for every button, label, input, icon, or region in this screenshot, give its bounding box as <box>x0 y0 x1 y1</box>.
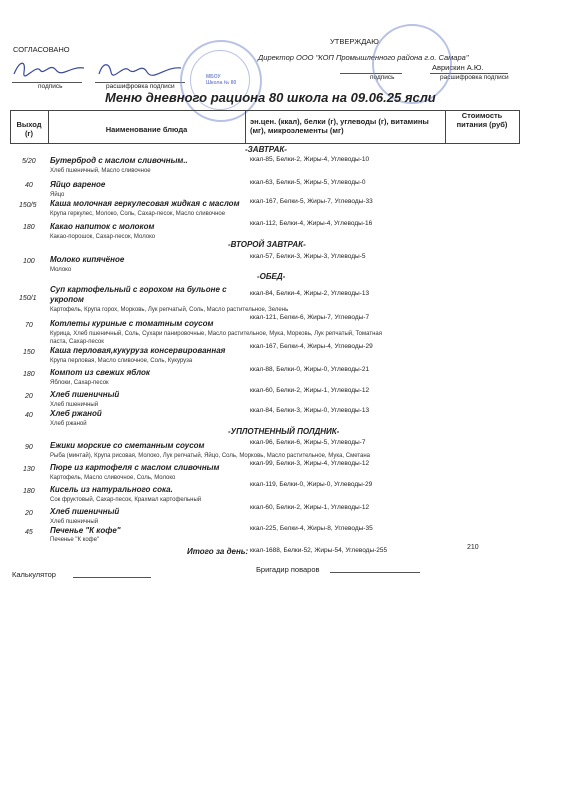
row-ingredients: Крупа геркулес, Молоко, Соль, Сахар-песок, Масло сливочное <box>50 211 226 217</box>
row-yield: 70 <box>25 322 33 329</box>
page-title: Меню дневного рациона 80 школа на 09.06.25 ясли <box>105 90 436 105</box>
row-yield: 180 <box>23 371 35 378</box>
row-dish-name: Ежики морские со сметанным соусом <box>50 441 205 450</box>
row-nutrition: ккал-119, Белки-0, Жиры-0, Углеводы-29 <box>250 481 373 488</box>
row-nutrition: ккал-167, Белки-4, Жиры-4, Углеводы-29 <box>250 343 373 350</box>
section-title: -УПЛОТНЕННЫЙ ПОЛДНИК- <box>228 427 340 436</box>
chef-label: Бригадир поваров <box>256 565 320 574</box>
col-header-nutrition: эн.цен. (ккал), белки (г), углеводы (г), витамины (мг), микроэлементы (мг) <box>250 117 429 135</box>
sig-caption-left-1: подпись <box>38 83 63 90</box>
row-dish-name: Печенье "К кофе" <box>50 526 121 535</box>
row-yield: 40 <box>25 182 33 189</box>
calculator-label: Калькулятор <box>12 570 56 579</box>
row-nutrition: ккал-167, Белки-5, Жиры-7, Углеводы-33 <box>250 198 373 205</box>
director-name: Аврискин А.Ю. <box>432 63 484 72</box>
row-nutrition: ккал-88, Белки-0, Жиры-0, Углеводы-21 <box>250 366 370 373</box>
row-yield: 150/5 <box>19 202 37 209</box>
row-dish-name: Пюре из картофеля с маслом сливочным <box>50 463 220 472</box>
table-header-bottom-border <box>10 143 520 144</box>
row-yield: 100 <box>23 258 35 265</box>
row-dish-name: Хлеб ржаной <box>50 409 102 418</box>
row-nutrition: ккал-60, Белки-2, Жиры-1, Углеводы-12 <box>250 504 370 511</box>
row-dish-name: Молоко кипячёное <box>50 255 125 264</box>
row-dish-name: Хлеб пшеничный <box>50 507 120 516</box>
row-ingredients: Хлеб пшеничный <box>50 519 99 525</box>
row-yield: 180 <box>23 224 35 231</box>
row-ingredients: Крупа перловая, Масло сливочное, Соль, Кукуруза <box>50 358 193 364</box>
row-yield: 90 <box>25 444 33 451</box>
row-yield: 180 <box>23 488 35 495</box>
row-yield: 45 <box>25 529 33 536</box>
row-dish-name: Бутерброд с маслом сливочным.. <box>50 156 188 165</box>
signature-left-2 <box>95 58 185 82</box>
row-dish-name: Суп картофельный с горохом на бульоне с укропом <box>50 285 227 304</box>
col-header-name: Наименование блюда <box>105 125 188 134</box>
row-dish-name: Каша молочная геркулесовая жидкая с маслом <box>50 199 240 208</box>
row-ingredients: Сок фруктовый, Сахар-песок, Крахмал картофельный <box>50 497 202 503</box>
row-ingredients: Картофель, Масло сливочное, Соль, Молоко <box>50 475 176 481</box>
row-nutrition: ккал-121, Белки-6, Жиры-7, Углеводы-7 <box>250 314 370 321</box>
row-ingredients: Хлеб пшеничный <box>50 402 99 408</box>
row-yield: 150 <box>23 349 35 356</box>
row-yield: 40 <box>25 412 33 419</box>
row-nutrition: ккал-84, Белки-3, Жиры-0, Углеводы-13 <box>250 407 370 414</box>
row-ingredients: Молоко <box>50 267 72 273</box>
row-dish-name: Какао напиток с молоком <box>50 222 155 231</box>
row-nutrition: ккал-99, Белки-3, Жиры-4, Углеводы-12 <box>250 460 370 467</box>
col-header-cost: Стоимость питания (руб) <box>456 111 508 129</box>
row-dish-name: Хлеб пшеничный <box>50 390 120 399</box>
row-dish-name: Кисель из натурального сока. <box>50 485 173 494</box>
table-top-border <box>10 110 520 111</box>
signature-left <box>10 56 90 82</box>
sig-caption-left-2: расшифровка подписи <box>106 83 175 90</box>
row-yield: 5/20 <box>22 158 36 165</box>
col-sep-3 <box>445 110 446 144</box>
row-nutrition: ккал-112, Белки-4, Жиры-4, Углеводы-16 <box>250 220 373 227</box>
table-right-border <box>519 110 520 144</box>
row-ingredients: Хлеб пшеничный, Масло сливочное <box>50 168 151 174</box>
section-title: -ОБЕД- <box>257 272 286 281</box>
row-nutrition: ккал-225, Белки-4, Жиры-8, Углеводы-35 <box>250 525 373 532</box>
row-ingredients: Какао-порошок, Сахар-песок, Молоко <box>50 234 156 240</box>
row-ingredients: Рыба (минтай), Крупа рисовая, Молоко, Лук репчатый, Яйцо, Соль, Морковь, Масло растительное, Мука, Сметана <box>50 453 371 459</box>
row-ingredients: Печенье "К кофе" <box>50 537 100 543</box>
agreed-label: СОГЛАСОВАНО <box>13 45 70 54</box>
calculator-sig-line <box>73 577 151 578</box>
row-ingredients: Яйцо <box>50 192 65 198</box>
totals-cost: 210 <box>467 544 479 551</box>
totals-label: Итого за день: <box>187 547 249 556</box>
row-yield: 20 <box>25 393 33 400</box>
row-ingredients: Картофель, Крупа горох, Морковь, Лук репчатый, Соль, Масло растительное, Зелень <box>50 307 289 313</box>
row-nutrition: ккал-60, Белки-2, Жиры-1, Углеводы-12 <box>250 387 370 394</box>
row-nutrition: ккал-63, Белки-5, Жиры-5, Углеводы-0 <box>250 179 366 186</box>
totals-nutrition: ккал-1688, Белки-52, Жиры-54, Углеводы-255 <box>250 547 388 554</box>
approved-label: УТВЕРЖДАЮ <box>330 37 379 46</box>
col-header-yield: Выход (г) <box>16 120 42 138</box>
row-nutrition: ккал-84, Белки-4, Жиры-2, Углеводы-13 <box>250 290 370 297</box>
row-yield: 150/1 <box>19 295 37 302</box>
row-nutrition: ккал-85, Белки-2, Жиры-4, Углеводы-10 <box>250 156 370 163</box>
stamp-center-text: МБОУ Школа № 80 <box>206 74 237 86</box>
director-title: Директор ООО "КОП Промышленного района г.о. Самара" <box>258 53 469 62</box>
col-sep-2 <box>245 110 246 144</box>
row-dish-name: Котлеты куриные с томатным соусом <box>50 319 214 328</box>
section-title: -ВТОРОЙ ЗАВТРАК- <box>228 240 306 249</box>
chef-sig-line <box>330 572 420 573</box>
row-dish-name: Каша перловая,кукуруза консервированная <box>50 346 226 355</box>
row-dish-name: Яйцо вареное <box>50 180 106 189</box>
row-yield: 130 <box>23 466 35 473</box>
row-dish-name: Компот из свежих яблок <box>50 368 150 377</box>
row-ingredients: Курица, Хлеб пшеничный, Соль, Сухари панировочные, Масло растительное, Мука, Морковь, Лук репчатый, Томатная паста, Сахар-песок <box>50 331 382 345</box>
sig-caption-right-1: подпись <box>370 74 395 81</box>
sig-caption-right-2: расшифровка подписи <box>440 74 509 81</box>
row-nutrition: ккал-57, Белки-3, Жиры-3, Углеводы-5 <box>250 253 366 260</box>
table-left-border <box>10 110 11 144</box>
section-title: -ЗАВТРАК- <box>245 145 287 154</box>
row-ingredients: Яблоки, Сахар-песок <box>50 380 109 386</box>
row-yield: 20 <box>25 510 33 517</box>
row-ingredients: Хлеб ржаной <box>50 421 87 427</box>
row-nutrition: ккал-96, Белки-6, Жиры-5, Углеводы-7 <box>250 439 366 446</box>
